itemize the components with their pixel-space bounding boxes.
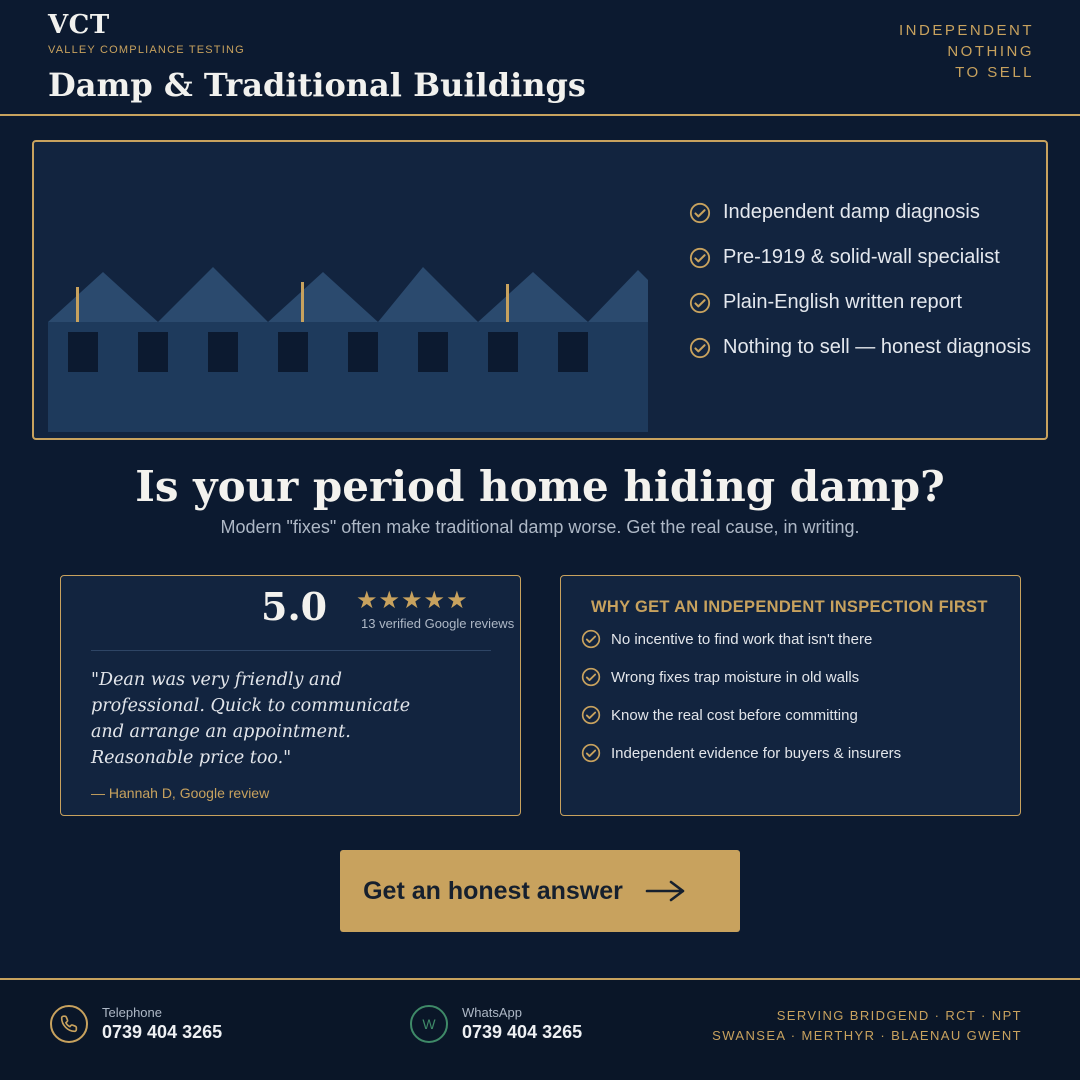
why-card-title: WHY GET AN INDEPENDENT INSPECTION FIRST xyxy=(591,598,988,616)
whatsapp-contact[interactable] xyxy=(410,1004,582,1044)
hero-panel xyxy=(32,140,1048,440)
window xyxy=(208,332,238,372)
independent-badge xyxy=(899,20,1034,83)
star-rating-icon: ★★★★★ xyxy=(356,587,469,614)
whatsapp-icon: W xyxy=(410,1005,448,1043)
check-circle-icon xyxy=(689,247,711,269)
sub-headline: Modern "fixes" often make traditional damp worse. Get the real cause, in writing. xyxy=(220,517,860,537)
terraced-houses-illustration xyxy=(48,252,648,432)
feature-item xyxy=(689,190,1031,235)
service-area-line: SERVING BRIDGEND · RCT · NPT xyxy=(776,1008,1022,1023)
why-item xyxy=(581,620,901,658)
telephone-text xyxy=(102,1005,222,1043)
whatsapp-number[interactable]: 0739 404 3265 xyxy=(462,1022,583,1042)
feature-text: Pre-1919 & solid-wall specialist xyxy=(723,246,1000,268)
check-circle-icon xyxy=(581,667,601,687)
why-inspection-card xyxy=(560,575,1021,816)
telephone-contact[interactable] xyxy=(50,1004,222,1044)
window xyxy=(418,332,448,372)
review-quote: "Dean was very friendly and professional. Quick to communicate and arrange an appointment. Reasonable price too." xyxy=(91,670,411,768)
feature-item xyxy=(689,280,1031,325)
review-attribution: — Hannah D, Google review xyxy=(91,785,270,801)
check-circle-icon xyxy=(689,337,711,359)
roofline xyxy=(48,267,648,322)
badge-line: NOTHING xyxy=(947,43,1034,60)
check-circle-icon xyxy=(581,705,601,725)
divider xyxy=(91,650,491,651)
main-headline: Is your period home hiding damp? xyxy=(135,462,945,511)
why-item-text: Know the real cost before committing xyxy=(611,706,858,724)
badge-line: TO SELL xyxy=(955,64,1034,81)
window xyxy=(138,332,168,372)
feature-item xyxy=(689,235,1031,280)
chimney xyxy=(76,287,79,322)
check-circle-icon xyxy=(689,202,711,224)
review-count[interactable]: 13 verified Google reviews xyxy=(361,616,515,631)
whatsapp-label: WhatsApp xyxy=(462,1005,522,1020)
why-item xyxy=(581,696,901,734)
window xyxy=(558,332,588,372)
telephone-number[interactable]: 0739 404 3265 xyxy=(102,1022,223,1042)
get-answer-button[interactable] xyxy=(340,850,740,932)
check-circle-icon xyxy=(689,292,711,314)
phone-glyph xyxy=(58,1013,80,1035)
service-area-line: SWANSEA · MERTHYR · BLAENAU GWENT xyxy=(712,1028,1022,1043)
feature-item xyxy=(689,325,1031,370)
window xyxy=(488,332,518,372)
company-tagline: VALLEY COMPLIANCE TESTING xyxy=(48,44,245,56)
rating-score: 5.0 xyxy=(261,584,328,629)
cta-label: Get an honest answer xyxy=(363,876,623,905)
why-item-text: No incentive to find work that isn't there xyxy=(611,630,873,648)
review-card xyxy=(60,575,521,816)
window xyxy=(348,332,378,372)
telephone-label: Telephone xyxy=(102,1005,162,1020)
why-item-text: Wrong fixes trap moisture in old walls xyxy=(611,668,860,686)
feature-list xyxy=(689,190,1031,370)
window xyxy=(278,332,308,372)
site-header xyxy=(0,0,1080,116)
feature-text: Nothing to sell — honest diagnosis xyxy=(723,336,1031,358)
why-list xyxy=(581,620,901,772)
badge-line: INDEPENDENT xyxy=(898,22,1034,39)
chimney xyxy=(506,284,509,322)
service-areas xyxy=(712,1006,1022,1046)
site-footer xyxy=(0,978,1080,1080)
feature-text: Plain-English written report xyxy=(723,291,962,313)
check-circle-icon xyxy=(581,743,601,763)
why-item xyxy=(581,734,901,772)
phone-icon xyxy=(50,1005,88,1043)
check-circle-icon xyxy=(581,629,601,649)
page-title: Damp & Traditional Buildings xyxy=(48,66,586,104)
feature-text: Independent damp diagnosis xyxy=(723,201,980,223)
window xyxy=(68,332,98,372)
chimney xyxy=(301,282,304,322)
why-item xyxy=(581,658,901,696)
whatsapp-text xyxy=(462,1005,582,1043)
logo[interactable]: VCT xyxy=(48,10,110,40)
why-item-text: Independent evidence for buyers & insurers xyxy=(611,744,902,762)
arrow-right-icon xyxy=(645,879,687,903)
